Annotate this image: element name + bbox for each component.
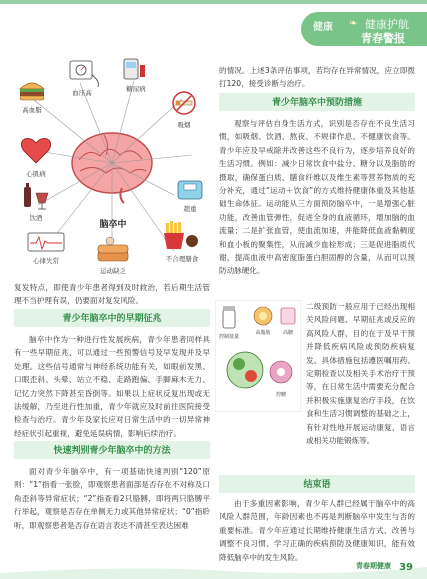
burger-icon [20,83,44,100]
section-title-early-signs: 青少年脑卒中的早期征兆 [62,314,162,324]
risk-label: 超重 [183,205,197,213]
risk-label: 糖尿病 [126,85,146,93]
prevention-paragraph: 观察与评估自身生活方式，识别是否存在不良生活习惯，如吸烟、饮酒、熬夜、不规律作息、不健康饮食等。青少年应及早戒除并改善这些不良行为，逐步培养良好的生活习惯。例如：减少日常饮食中盐分、糖分以及脂肪的摄取，确保蛋白质、膳食纤维以及维生素等营养物质的充分补充，通过“运动＋饮食”的方式维持健康体重及其他基础生命体征。运动能从三方面预防脑卒中，一是增强心脏功能，改善血管弹性，促进全身的血液循环，增加脑的血流量；二是扩张血管，使血流加速，并能降低血液黏稠度和血小板的聚集性，从而减少血栓形成；三是促进脂质代谢，提高血液中高密度脂蛋白胆固醇的含量，从而可以预防动脉硬化。 [219,119,415,276]
vegetables-icon [227,352,263,388]
column-badge [301,12,427,46]
fries-icon [164,221,198,249]
leaf-icon: ❧ [349,18,358,29]
heart-icon [21,138,50,163]
food-label: 控糖 [275,392,287,398]
quick-check-paragraph: 面对青少年脑卒中，有一项基础快速判别“120”原则：“1”指看一张脸，即观察患者面部是否存在不对称及口角歪斜等异常症状；“2”指查看2只胳膊，即将两只胳膊平行举起，观察是否存在单侧无力或其他异常症状；“0”指聆听，即观察患者是否存在语言表达不清甚至表达困难 [14,467,210,530]
ecg-icon [28,233,64,251]
footer-magazine-name: 青春期健康 [356,562,391,570]
conclusion-paragraph: 由于多重因素影响，青少年人群已经属于脑卒中的高风险人群范围，年龄因素也不再是判断脑卒中发生与否的重要标准。青少年应通过长期维持健康生活方式、改善与调整不良习惯、学习正确的疾病预防及健康知识，能有效降低脑卒中的发生风险。 [219,499,415,562]
couch-icon [98,237,128,261]
right-intro-paragraph: 的情况。上述3条评估事项，若均存在异常情况，应立即拨打120，接受诊断与治疗。 [219,66,415,89]
column-name: 健康护航 [365,18,409,31]
center-label: 脑卒中 [99,220,127,230]
risk-label: 血压高 [72,89,92,97]
secondary-prevention-paragraph: 二级预防一般应用于已经出现相关风险问题、早期征兆或反应的高风险人群，目的在于及早干预并降低疾病风险或预防疾病复发。具体措施包括遵医嘱用药、定期检查以及相关手术治疗干预等，在日常生活中需要充分配合并积极实施康复治疗手段，在饮食和生活习惯调整的基础之上，有针对性地开展运动康复、语言或相关功能锻炼等。 [306,302,415,446]
fat-food-icon [254,307,272,325]
early-signs-paragraph: 脑卒中作为一种进行性发展疾病，青少年患者同样具有一些早期征兆，可以通过一些预警信号及早发现并及早处理。这些信号通常与神经系统功能有关，如眼前发黑、口眼歪斜、头晕、站立不稳、走路跑偏、手脚麻木无力、记忆力突然下降甚至昏倒等。如果以上症状反复出现或无法缓解，乃至进行性加重，青少年就应及时前往医院接受检查与治疗。青少年及家长应对日常生活中的一切异常神经症状引起重视，避免延误病情，影响后续治疗。 [14,335,210,438]
risk-label: 心律失常 [33,257,59,265]
food-label: 高脂肪 [255,330,271,336]
section-title-prevention: 青少年脑卒中预防措施 [271,98,362,108]
risk-label: 饮酒 [29,214,43,222]
scale-icon [178,181,202,199]
section-title-quick-check: 快速判别青少年脑卒中的方法 [53,446,171,456]
food-label: 高糖 [282,330,294,336]
risk-label: 运动缺乏 [100,267,126,275]
column-logo: 健康 [313,22,333,33]
page-number: 39 [399,562,413,573]
top-color-strip [0,0,427,4]
blood-pressure-icon [70,61,98,87]
risk-label: 高血脂 [22,106,42,114]
column-subname: 青春警报 [361,32,405,45]
cigarette-icon [173,92,195,114]
wine-icon [24,183,48,209]
salt-shaker-icon [223,306,235,328]
risk-label: 不合理膳食 [165,255,199,263]
brain-risk-illustration [14,55,210,277]
risk-label: 心肌病 [26,170,46,178]
food-illustration [215,300,301,412]
sugar-icon [281,308,295,324]
glucose-meter-icon [124,59,145,79]
risk-label: 吸烟 [177,121,191,129]
food-label: 控制盐量 [218,334,240,340]
donut-icon [270,361,292,383]
left-intro-paragraph: 复发特点，即使青少年患者得到及时救治，若后期生活管理不当护理有误，仍要面对复发风险。 [14,283,210,306]
section-title-conclusion: 结束语 [303,480,331,490]
